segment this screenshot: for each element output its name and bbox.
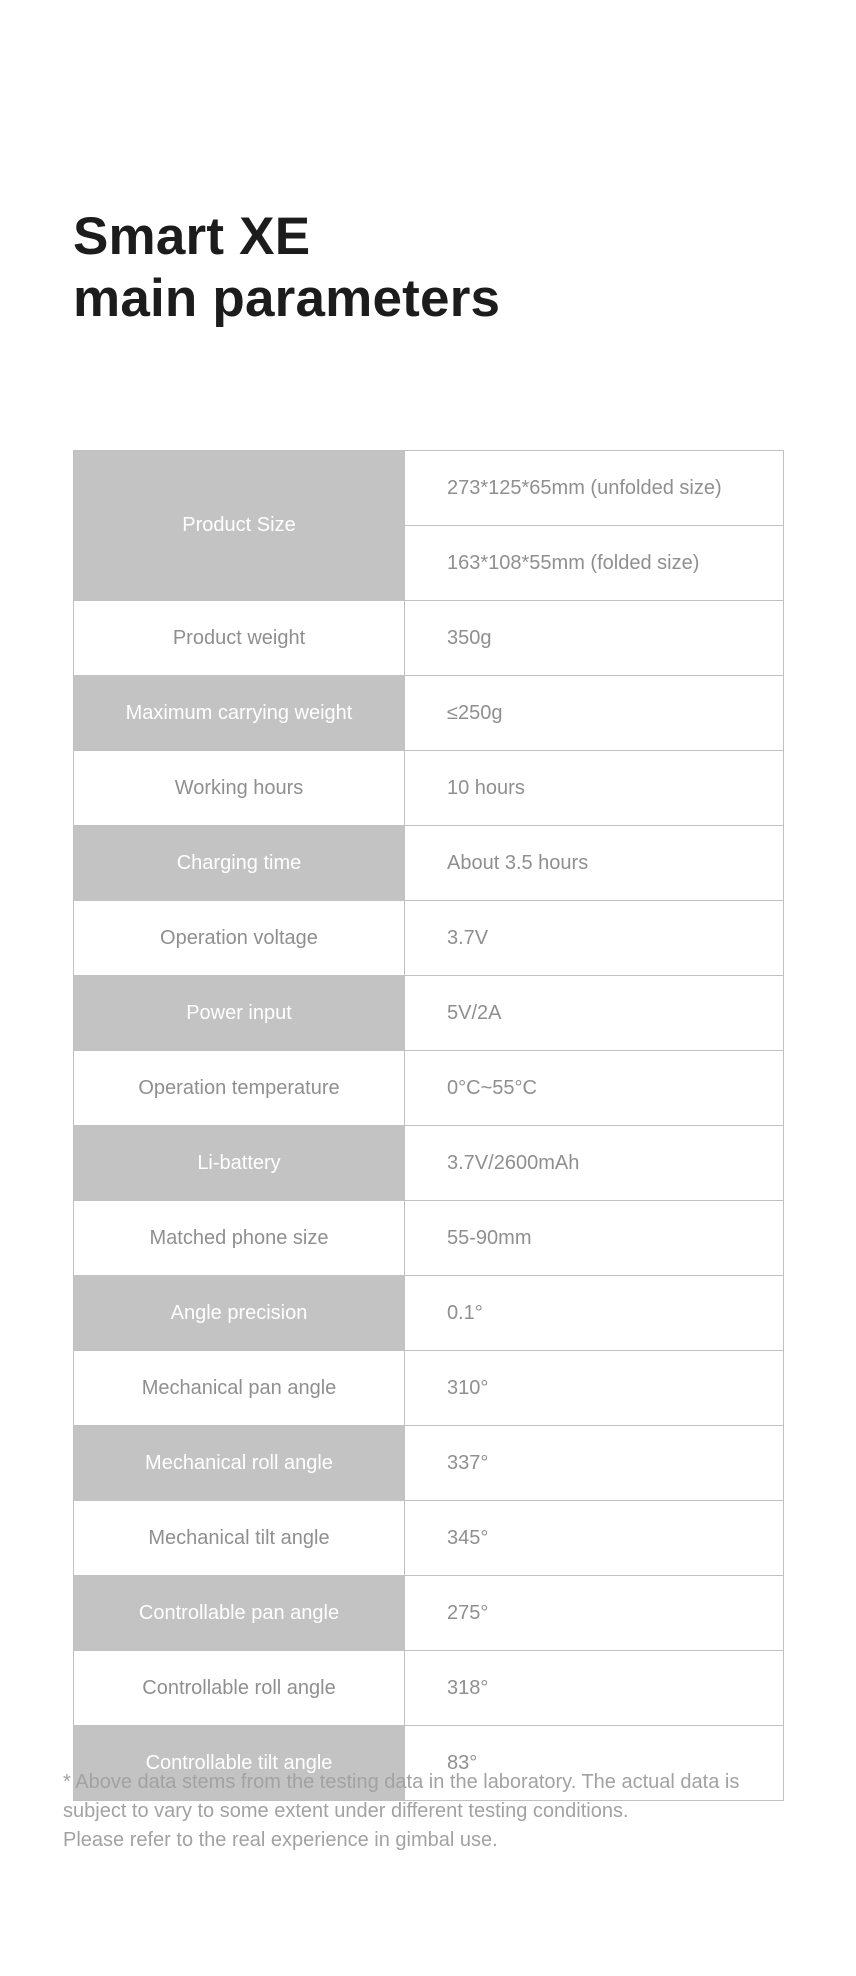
- spec-row: [74, 1651, 784, 1726]
- spec-value-cell: 3.7V: [405, 901, 784, 976]
- spec-label-cell: Product weight: [74, 601, 405, 676]
- spec-value-cell: 163*108*55mm (folded size): [405, 526, 784, 601]
- spec-value-cell: 5V/2A: [405, 976, 784, 1051]
- footnote-line-2: subject to vary to some extent under different testing conditions.: [63, 1800, 629, 1822]
- spec-value-cell: 3.7V/2600mAh: [405, 1126, 784, 1201]
- spec-label-cell: Power input: [74, 976, 405, 1051]
- spec-label-cell: Mechanical pan angle: [74, 1351, 405, 1426]
- spec-value-cell: 273*125*65mm (unfolded size): [405, 451, 784, 526]
- spec-row: [74, 1576, 784, 1651]
- spec-table: [73, 450, 784, 1801]
- spec-label-cell: Matched phone size: [74, 1201, 405, 1276]
- spec-row: [74, 1276, 784, 1351]
- spec-value-cell: ≤250g: [405, 676, 784, 751]
- spec-label-cell: Product Size: [74, 451, 405, 601]
- spec-value-cell: 345°: [405, 1501, 784, 1576]
- spec-row: [74, 901, 784, 976]
- spec-value-cell: 10 hours: [405, 751, 784, 826]
- page-title: [73, 206, 500, 330]
- spec-label-cell: Operation voltage: [74, 901, 405, 976]
- spec-value-cell: 83°: [405, 1726, 784, 1801]
- spec-value-cell: 337°: [405, 1426, 784, 1501]
- spec-label-cell: Angle precision: [74, 1276, 405, 1351]
- spec-label-cell: Mechanical roll angle: [74, 1426, 405, 1501]
- spec-row: [74, 976, 784, 1051]
- spec-value-cell: 55-90mm: [405, 1201, 784, 1276]
- spec-value-cell: 350g: [405, 601, 784, 676]
- spec-value-cell: About 3.5 hours: [405, 826, 784, 901]
- spec-label-cell: Li-battery: [74, 1126, 405, 1201]
- spec-row: [74, 751, 784, 826]
- spec-label-cell: Controllable tilt angle: [74, 1726, 405, 1801]
- spec-row: [74, 676, 784, 751]
- spec-value-cell: 0°C~55°C: [405, 1051, 784, 1126]
- spec-label-cell: Charging time: [74, 826, 405, 901]
- footnote-line-3: Please refer to the real experience in gimbal use.: [63, 1829, 498, 1851]
- spec-row: [74, 1501, 784, 1576]
- footnote-line-1: * Above data stems from the testing data in the laboratory. The actual data is: [63, 1771, 740, 1793]
- spec-row: [74, 1351, 784, 1426]
- spec-value-cell: 0.1°: [405, 1276, 784, 1351]
- spec-row: [74, 826, 784, 901]
- spec-label-cell: Maximum carrying weight: [74, 676, 405, 751]
- spec-value-cell: 310°: [405, 1351, 784, 1426]
- spec-label-cell: Working hours: [74, 751, 405, 826]
- spec-row: [74, 1126, 784, 1201]
- page-title-line-2: main parameters: [73, 269, 501, 328]
- spec-label-cell: Controllable roll angle: [74, 1651, 405, 1726]
- spec-row: [74, 601, 784, 676]
- spec-value-cell: 275°: [405, 1576, 784, 1651]
- spec-label-cell: Operation temperature: [74, 1051, 405, 1126]
- spec-table-body: [74, 451, 784, 1801]
- spec-label-cell: Controllable pan angle: [74, 1576, 405, 1651]
- spec-row: [74, 451, 784, 526]
- spec-value-cell: 318°: [405, 1651, 784, 1726]
- spec-row: [74, 1201, 784, 1276]
- spec-row: [74, 1051, 784, 1126]
- footnote: [63, 1768, 823, 1855]
- spec-row: [74, 1426, 784, 1501]
- spec-label-cell: Mechanical tilt angle: [74, 1501, 405, 1576]
- page-title-line-1: Smart XE: [73, 207, 311, 266]
